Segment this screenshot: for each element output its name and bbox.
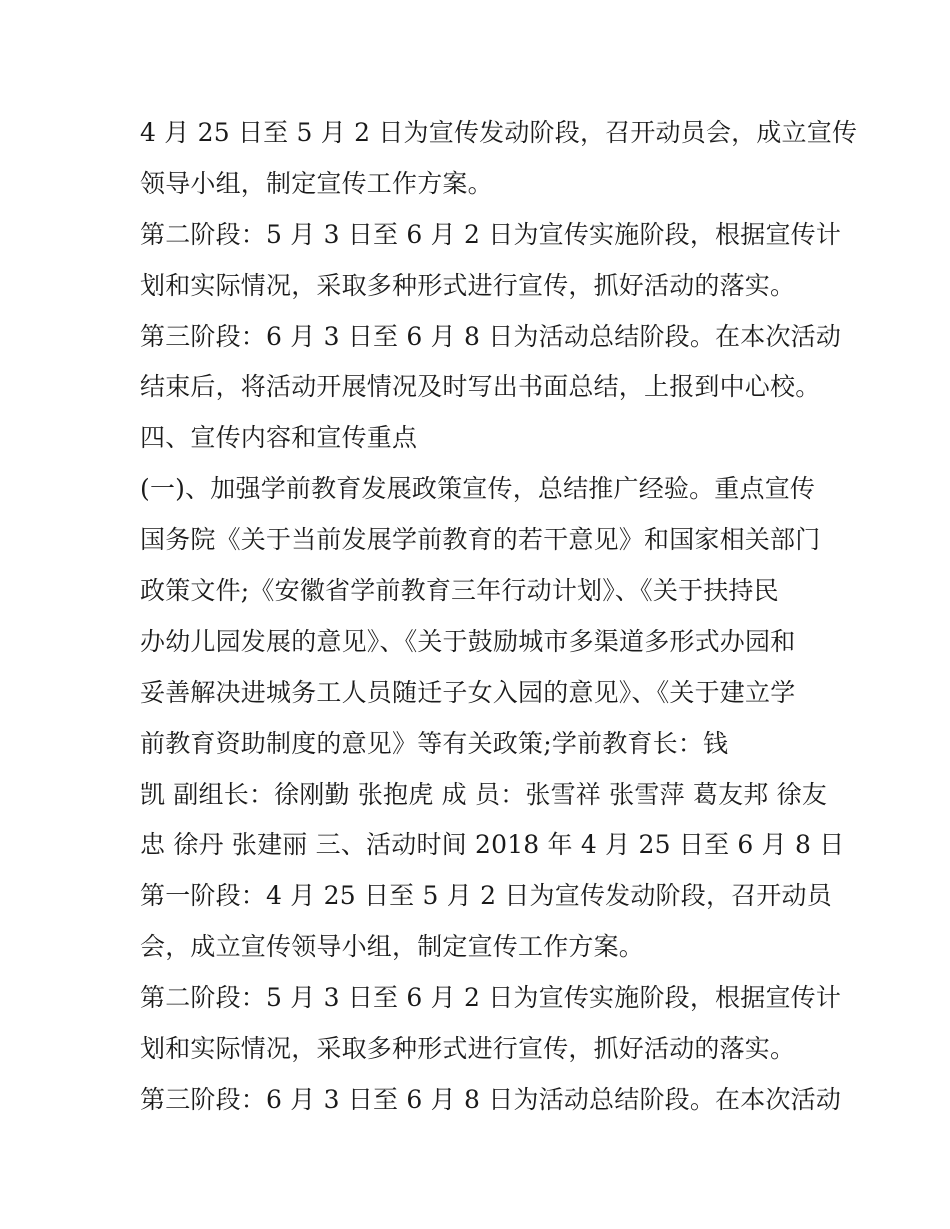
section-heading: 四、宣传内容和宣传重点: [140, 423, 418, 453]
text-line: (一)、加强学前教育发展政策宣传，总结推广经验。重点宣传: [140, 474, 816, 504]
text-line: 4 月 25 日至 5 月 2 日为宣传发动阶段，召开动员会，成立宣传: [140, 118, 858, 147]
text-line: 办幼儿园发展的意见》、《关于鼓励城市多渠道多形式办园和: [140, 626, 796, 656]
text-line: 会，成立宣传领导小组，制定宣传工作方案。: [140, 932, 645, 962]
text-line: 第二阶段：5 月 3 日至 6 月 2 日为宣传实施阶段，根据宣传计: [140, 983, 842, 1013]
text-line: 政策文件;《安徽省学前教育三年行动计划》、《关于扶持民: [140, 576, 779, 606]
text-line: 结束后，将活动开展情况及时写出书面总结，上报到中心校。: [140, 372, 821, 402]
text-line: 忠 徐丹 张建丽 三、活动时间 2018 年 4 月 25 日至 6 月 8 日: [140, 830, 845, 860]
text-line: 第三阶段：6 月 3 日至 6 月 8 日为活动总结阶段。在本次活动: [140, 321, 842, 351]
text-line: 妥善解决进城务工人员随迁子女入园的意见》、《关于建立学: [140, 677, 796, 707]
text-line: 国务院《关于当前发展学前教育的若干意见》和国家相关部门: [140, 525, 821, 555]
text-line: 凯 副组长：徐刚勤 张抱虎 成 员：张雪祥 张雪萍 葛友邦 徐友: [140, 779, 828, 809]
text-line: 划和实际情况，采取多种形式进行宣传，抓好活动的落实。: [140, 270, 796, 300]
text-line: 第二阶段：5 月 3 日至 6 月 2 日为宣传实施阶段，根据宣传计: [140, 219, 842, 249]
document-body: [140, 108, 858, 1126]
text-line: 划和实际情况，采取多种形式进行宣传，抓好活动的落实。: [140, 1034, 796, 1064]
text-line: 领导小组，制定宣传工作方案。: [140, 168, 493, 198]
text-line: 前教育资助制度的意见》等有关政策;学前教育长：钱: [140, 728, 729, 758]
text-line: 第三阶段：6 月 3 日至 6 月 8 日为活动总结阶段。在本次活动: [140, 1084, 842, 1114]
text-line: 第一阶段：4 月 25 日至 5 月 2 日为宣传发动阶段，召开动员: [140, 881, 832, 911]
